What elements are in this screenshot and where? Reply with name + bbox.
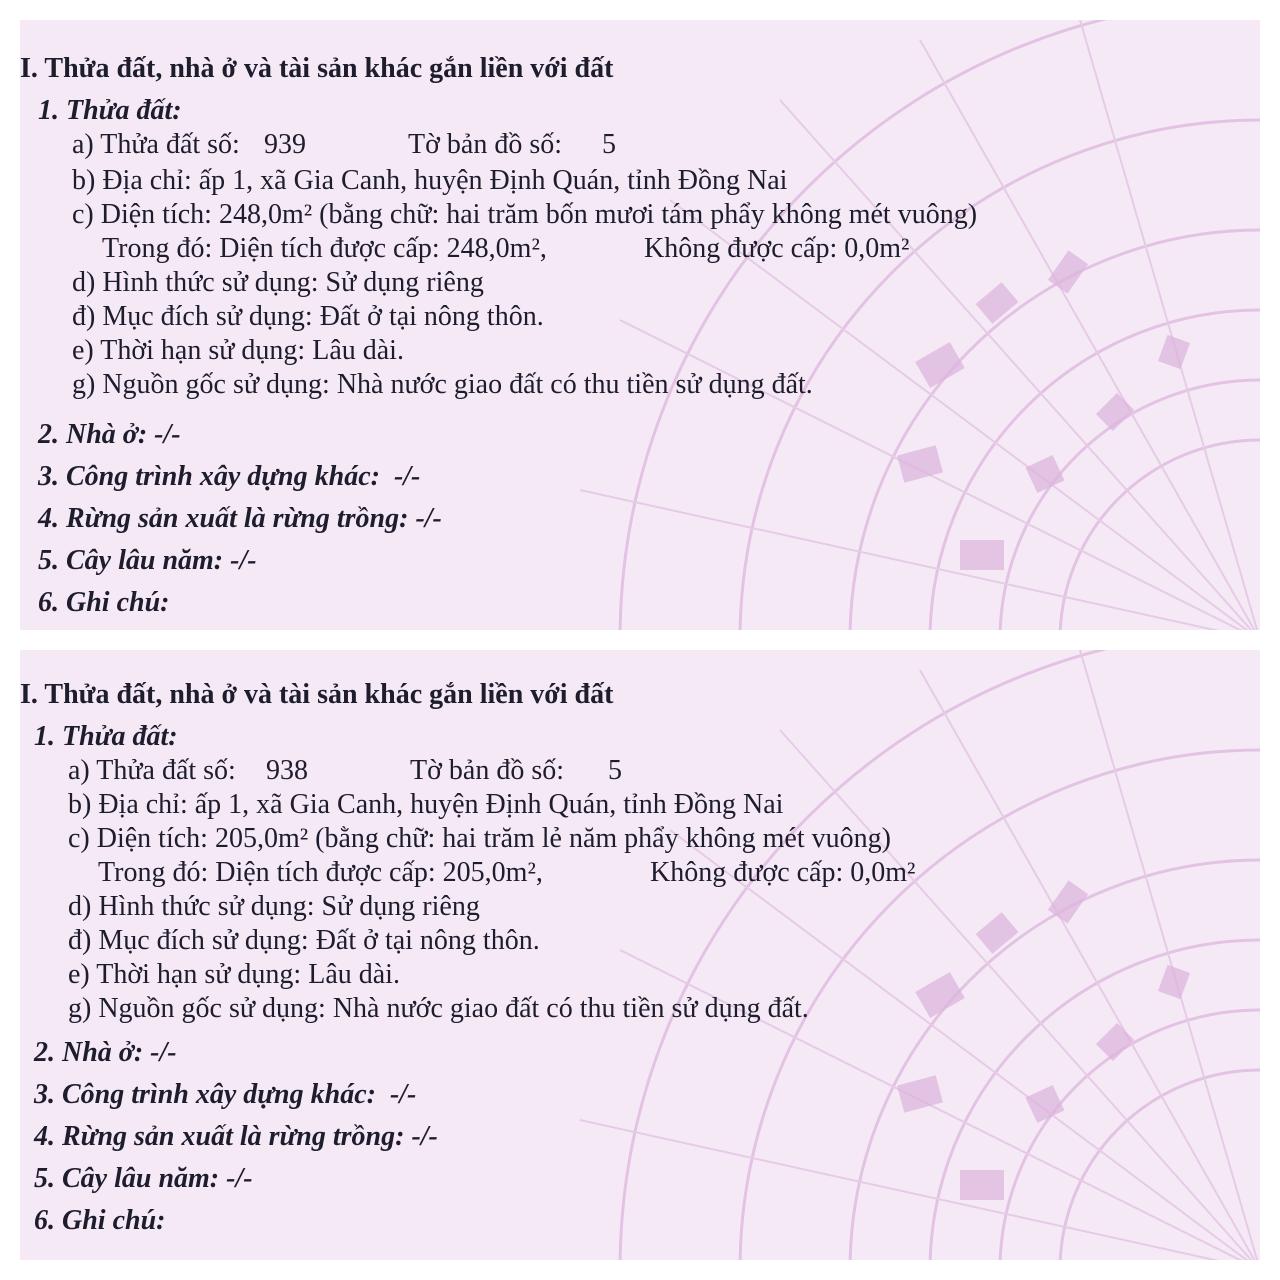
usage-form-line: d) Hình thức sử dụng: Sử dụng riêng — [72, 267, 484, 298]
address-line: b) Địa chỉ: ấp 1, xã Gia Canh, huyện Định Quán, tỉnh Đồng Nai — [68, 789, 784, 820]
parcel-heading: 1. Thửa đất: — [34, 721, 178, 752]
not-granted-area-line: Không được cấp: 0,0m² — [650, 857, 916, 888]
notes-line: 6. Ghi chú: — [38, 587, 170, 618]
planted-forest-line: 4. Rừng sản xuất là rừng trồng: -/- — [34, 1121, 438, 1152]
other-construction-line: 3. Công trình xây dựng khác: -/- — [34, 1079, 417, 1110]
map-sheet-label: Tờ bản đồ số: — [408, 129, 563, 160]
notes-line: 6. Ghi chú: — [34, 1205, 166, 1236]
parcel-number-label: a) Thửa đất số: — [72, 129, 240, 160]
certificate-panel-2 — [20, 650, 1260, 1260]
granted-area-line: Trong đó: Diện tích được cấp: 205,0m², — [98, 857, 543, 888]
usage-term-line: e) Thời hạn sử dụng: Lâu dài. — [72, 335, 404, 366]
perennial-trees-line: 5. Cây lâu năm: -/- — [38, 545, 257, 576]
usage-purpose-line: đ) Mục đích sử dụng: Đất ở tại nông thôn. — [72, 301, 544, 332]
not-granted-area-line: Không được cấp: 0,0m² — [644, 233, 910, 264]
other-construction-line: 3. Công trình xây dựng khác: -/- — [38, 461, 421, 492]
usage-origin-line: g) Nguồn gốc sử dụng: Nhà nước giao đất có thu tiền sử dụng đất. — [68, 993, 809, 1024]
section-title: I. Thửa đất, nhà ở và tài sản khác gắn liền với đất — [20, 679, 614, 710]
area-line: c) Diện tích: 205,0m² (bằng chữ: hai trăm lẻ năm phẩy không mét vuông) — [68, 823, 891, 854]
usage-form-line: d) Hình thức sử dụng: Sử dụng riêng — [68, 891, 480, 922]
map-sheet-value: 5 — [608, 755, 622, 786]
section-title: I. Thửa đất, nhà ở và tài sản khác gắn liền với đất — [20, 53, 614, 84]
usage-purpose-line: đ) Mục đích sử dụng: Đất ở tại nông thôn. — [68, 925, 540, 956]
usage-origin-line: g) Nguồn gốc sử dụng: Nhà nước giao đất có thu tiền sử dụng đất. — [72, 369, 813, 400]
address-line: b) Địa chỉ: ấp 1, xã Gia Canh, huyện Định Quán, tỉnh Đồng Nai — [72, 165, 788, 196]
parcel-number-value: 938 — [266, 755, 308, 786]
planted-forest-line: 4. Rừng sản xuất là rừng trồng: -/- — [38, 503, 442, 534]
parcel-number-value: 939 — [264, 129, 306, 160]
granted-area-line: Trong đó: Diện tích được cấp: 248,0m², — [102, 233, 547, 264]
map-sheet-label: Tờ bản đồ số: — [410, 755, 565, 786]
house-line: 2. Nhà ở: -/- — [34, 1037, 177, 1068]
house-line: 2. Nhà ở: -/- — [38, 419, 181, 450]
usage-term-line: e) Thời hạn sử dụng: Lâu dài. — [68, 959, 400, 990]
parcel-heading: 1. Thửa đất: — [38, 95, 182, 126]
area-line: c) Diện tích: 248,0m² (bằng chữ: hai trăm bốn mươi tám phẩy không mét vuông) — [72, 199, 978, 230]
certificate-panel-1 — [20, 20, 1260, 630]
map-sheet-value: 5 — [602, 129, 616, 160]
perennial-trees-line: 5. Cây lâu năm: -/- — [34, 1163, 253, 1194]
parcel-number-label: a) Thửa đất số: — [68, 755, 236, 786]
